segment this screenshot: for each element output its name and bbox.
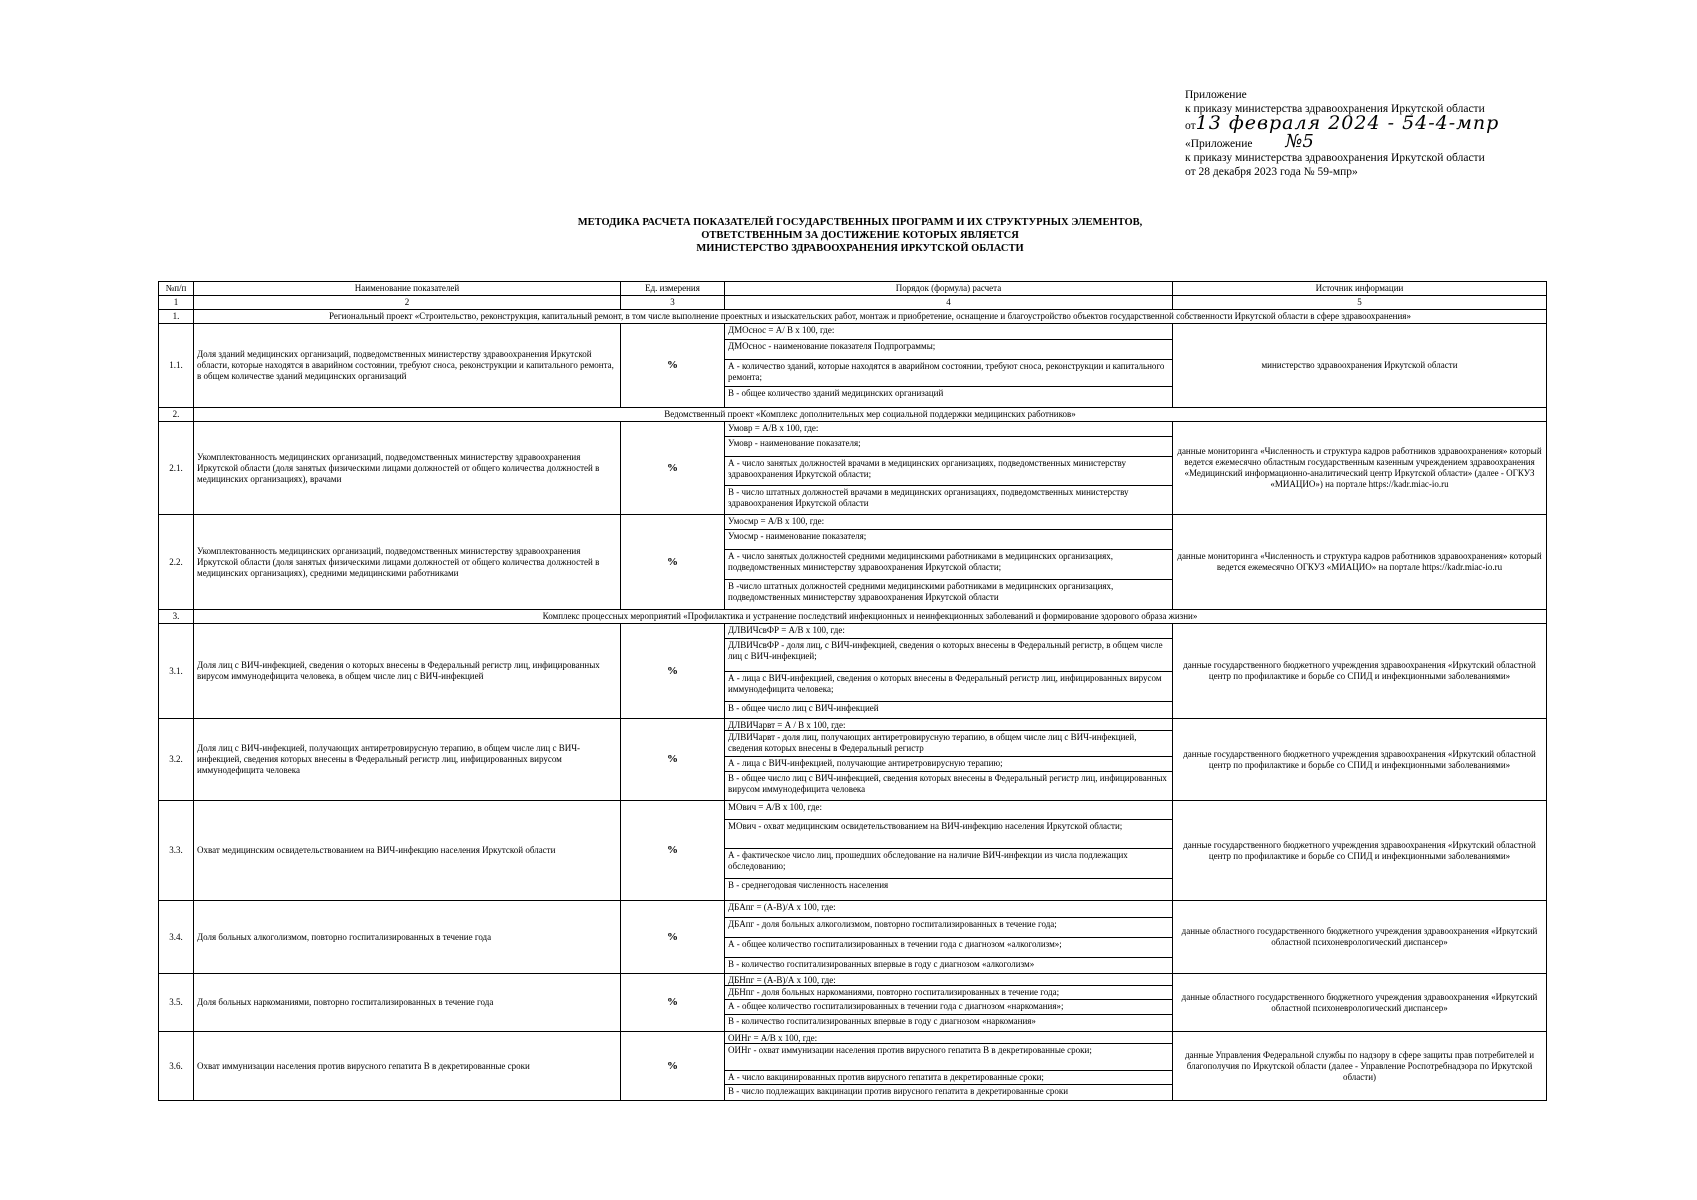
indicator-name: Охват иммунизации населения против вирусного гепатита В в декретированные сроки <box>194 1032 621 1101</box>
formula-line: ДБАпг - доля больных алкоголизмом, повторно госпитализированных в течение года; <box>725 918 1172 938</box>
formula-cell <box>725 719 1173 801</box>
indicator-unit: % <box>621 719 725 801</box>
formula-line: ДЛВИЧсвФР - доля лиц, с ВИЧ-инфекцией, сведения о которых внесены в Федеральный регистр, в общем числе лиц с ВИЧ-инфекцией; <box>725 639 1172 672</box>
formula-line: В - среднегодовая численность населения <box>728 880 889 890</box>
formula-line: ОИНг = А/В х 100, где: <box>725 1032 1172 1044</box>
info-source: министерство здравоохранения Иркутской области <box>1173 324 1547 408</box>
formula-line: МОвич - охват медицинским освидетельствованием на ВИЧ-инфекцию населения Иркутской области; <box>725 820 1172 849</box>
formula-line: В - число штатных должностей врачами в медицинских организациях, подведомственных министерству здравоохранения Иркутской области <box>728 487 1129 508</box>
col-number: 2 <box>194 296 621 310</box>
section-title: Региональный проект «Строительство, реконструкция, капитальный ремонт, в том числе выполнение проектных и изыскательских работ, монтаж и приобретение, оснащение и благоустройство объектов государственной собственности Иркутской области в сфере здравоохранения» <box>194 310 1547 324</box>
col-number: 5 <box>1173 296 1547 310</box>
order-date-line <box>1185 112 1500 134</box>
formula-line: МОвич = А/В х 100, где: <box>725 801 1172 820</box>
row-number: 3.3. <box>159 801 194 901</box>
formula-line: ДМОснос - наименование показателя Подпрограммы; <box>725 340 1172 360</box>
indicator-unit: % <box>621 624 725 719</box>
formula-cell <box>725 624 1173 719</box>
table-row <box>159 1032 1547 1101</box>
col-header-num: №п/п <box>159 282 194 296</box>
col-header-name: Наименование показателей <box>194 282 621 296</box>
indicator-name: Укомплектованность медицинских организаций, подведомственных министерству здравоохранения Иркутской области (доля занятых физическими лицами должностей от общего количества должностей в медицинских организациях), средними медицинскими работниками <box>194 515 621 610</box>
title-line-2: ОТВЕТСТВЕННЫМ ЗА ДОСТИЖЕНИЕ КОТОРЫХ ЯВЛЯЕТСЯ <box>701 230 1019 241</box>
info-source: данные областного государственного бюджетного учреждения здравоохранения «Иркутский областной психоневрологический диспансер» <box>1173 901 1547 974</box>
row-number: 1.1. <box>159 324 194 408</box>
col-number: 3 <box>621 296 725 310</box>
table-row <box>159 901 1547 974</box>
indicator-name: Доля больных алкоголизмом, повторно госпитализированных в течение года <box>194 901 621 974</box>
formula-line: Умосмр - наименование показателя; <box>725 530 1172 550</box>
row-number: 3.1. <box>159 624 194 719</box>
formula-line: А - общее количество госпитализированных в течении года с диагнозом «наркомания»; <box>725 1000 1172 1015</box>
formula-line: ДЛВИЧарвт = А / В х 100, где: <box>725 719 1172 731</box>
formula-line: В - общее число лиц с ВИЧ-инфекцией <box>728 703 879 713</box>
formula-line: В - общее число лиц с ВИЧ-инфекцией, сведения которых внесены в Федеральный регистр лиц, инфицированных вирусом иммунодефицита человека <box>728 773 1167 794</box>
formula-line: Умовр - наименование показателя; <box>725 437 1172 457</box>
info-source: данные государственного бюджетного учреждения здравоохранения «Иркутский областной центр по профилактике и борьбе со СПИД и инфекционными заболеваниями» <box>1173 719 1547 801</box>
prior-order-reference: к приказу министерства здравоохранения Иркутской области <box>1185 152 1485 164</box>
formula-line: А - число вакцинированных против вирусного гепатита в декретированные сроки; <box>725 1071 1172 1085</box>
order-date-prefix: от <box>1185 120 1196 132</box>
indicator-unit: % <box>621 901 725 974</box>
formula-line: А - фактическое число лиц, прошедших обследование на наличие ВИЧ-инфекции из числа подлежащих обследованию; <box>725 849 1172 879</box>
indicator-unit: % <box>621 974 725 1032</box>
indicator-name: Доля лиц с ВИЧ-инфекцией, получающих антиретровирусную терапию, в общем числе лиц с ВИЧ-инфекцией, сведения которых внесены в Федеральный регистр лиц, инфицированных вирусом иммунодефицита человека <box>194 719 621 801</box>
title-line-1: МЕТОДИКА РАСЧЕТА ПОКАЗАТЕЛЕЙ ГОСУДАРСТВЕННЫХ ПРОГРАММ И ИХ СТРУКТУРНЫХ ЭЛЕМЕНТОВ, <box>577 217 1143 228</box>
table-row <box>159 324 1547 408</box>
formula-line: ДМОснос = А/ В х 100, где: <box>725 324 1172 340</box>
formula-cell <box>725 515 1173 610</box>
col-number: 1 <box>159 296 194 310</box>
header-row <box>159 282 1547 296</box>
table-row <box>159 719 1547 801</box>
info-source: данные областного государственного бюджетного учреждения здравоохранения «Иркутский областной психоневрологический диспансер» <box>1173 974 1547 1032</box>
formula-line: ДБНпг - доля больных наркоманиями, повторно госпитализированных в течение года; <box>725 986 1172 1000</box>
formula-line: В -число штатных должностей средними медицинскими работниками в медицинских организациях, подведомственных министерству здравоохранения Иркутской области <box>728 581 1114 602</box>
indicator-name: Доля зданий медицинских организаций, подведомственных министерству здравоохранения Иркутской области, которые находятся в аварийном состоянии, требуют сноса, реконструкции и капитального ремонта, в общем количестве зданий медицинских организаций <box>194 324 621 408</box>
section-row <box>159 310 1547 324</box>
indicator-unit: % <box>621 422 725 515</box>
formula-line: А - лица с ВИЧ-инфекцией, сведения о которых внесены в Федеральный регистр лиц, инфицированных вирусом иммунодефицита человека; <box>725 672 1172 702</box>
col-header-unit: Ед. измерения <box>621 282 725 296</box>
formula-line: В - общее количество зданий медицинских организаций <box>728 388 944 398</box>
row-number: 2.1. <box>159 422 194 515</box>
info-source: данные государственного бюджетного учреждения здравоохранения «Иркутский областной центр по профилактике и борьбе со СПИД и инфекционными заболеваниями» <box>1173 624 1547 719</box>
formula-line: ОИНг - охват иммунизации населения против вирусного гепатита В в декретированные сроки; <box>725 1044 1172 1071</box>
info-source: данные мониторинга «Численность и структура кадров работников здравоохранения» который ведется ежемесячно областным государственным казенным учреждением здравоохранения «Медицинский информационно-аналитический центр Иркутской области» (далее - ОГКУЗ «МИАЦИО») на портале https://kadr.miac-io.ru <box>1173 422 1547 515</box>
info-source: данные государственного бюджетного учреждения здравоохранения «Иркутский областной центр по профилактике и борьбе со СПИД и инфекционными заболеваниями» <box>1173 801 1547 901</box>
indicators-table <box>158 281 1547 1101</box>
formula-line: В - количество госпитализированных впервые в году с диагнозом «алкоголизм» <box>728 959 1035 969</box>
table-row <box>159 422 1547 515</box>
formula-cell <box>725 974 1173 1032</box>
row-number: 3.2. <box>159 719 194 801</box>
indicator-unit: % <box>621 1032 725 1101</box>
col-header-source: Источник информации <box>1173 282 1547 296</box>
formula-cell <box>725 324 1173 408</box>
formula-line: ДБАпг = (А-В)/А х 100, где: <box>725 901 1172 918</box>
appendix-label: Приложение <box>1185 89 1247 101</box>
formula-line: А - лица с ВИЧ-инфекцией, получающие антиретровирусную терапию; <box>725 757 1172 772</box>
info-source: данные Управления Федеральной службы по надзору в сфере защиты прав потребителей и благополучия по Иркутской области (далее - Управление Роспотребнадзора по Иркутской области) <box>1173 1032 1547 1101</box>
formula-line: Умосмр = А/В х 100, где: <box>725 515 1172 530</box>
formula-cell <box>725 1032 1173 1101</box>
row-number: 3.5. <box>159 974 194 1032</box>
col-number: 4 <box>725 296 1173 310</box>
indicator-unit: % <box>621 515 725 610</box>
prior-appendix-label: «Приложение <box>1185 138 1253 150</box>
section-number: 1. <box>159 310 194 324</box>
indicator-name: Доля лиц с ВИЧ-инфекцией, сведения о которых внесены в Федеральный регистр лиц, инфицированных вирусом иммунодефицита человека, в общем числе лиц с ВИЧ-инфекцией <box>194 624 621 719</box>
title-line-3: МИНИСТЕРСТВО ЗДРАВООХРАНЕНИЯ ИРКУТСКОЙ ОБЛАСТИ <box>696 243 1024 254</box>
indicator-name: Доля больных наркоманиями, повторно госпитализированных в течение года <box>194 974 621 1032</box>
table-row <box>159 515 1547 610</box>
formula-line: Умовр = А/В х 100, где: <box>725 422 1172 437</box>
formula-cell <box>725 801 1173 901</box>
col-header-formula: Порядок (формула) расчета <box>725 282 1173 296</box>
formula-cell <box>725 422 1173 515</box>
row-number: 2.2. <box>159 515 194 610</box>
formula-line: ДЛВИЧарвт - доля лиц, получающих антиретровирусную терапию, в общем числе лиц с ВИЧ-инфекцией, сведения которых внесены в Федеральный регистр <box>725 731 1172 757</box>
formula-line: ДЛВИЧсвФР = А/В х 100, где: <box>725 624 1172 639</box>
indicator-name: Охват медицинским освидетельствованием на ВИЧ-инфекцию населения Иркутской области <box>194 801 621 901</box>
formula-cell <box>725 901 1173 974</box>
formula-line: А - общее количество госпитализированных в течении года с диагнозом «алкоголизм»; <box>725 938 1172 958</box>
row-number: 3.6. <box>159 1032 194 1101</box>
section-title: Ведомственный проект «Комплекс дополнительных мер социальной поддержки медицинских работников» <box>194 408 1547 422</box>
handwritten-date: 13 февраля 2024 - 54-4-мпр <box>1195 112 1500 134</box>
indicator-unit: % <box>621 324 725 408</box>
indicator-unit: % <box>621 801 725 901</box>
indicator-name: Укомплектованность медицинских организаций, подведомственных министерству здравоохранения Иркутской области (доля занятых физическими лицами должностей от общего количества должностей в медицинских организациях), врачами <box>194 422 621 515</box>
table-row <box>159 624 1547 719</box>
row-number: 3.4. <box>159 901 194 974</box>
prior-order-date: от 28 декабря 2023 года № 59-мпр» <box>1185 166 1358 178</box>
info-source: данные мониторинга «Численность и структура кадров работников здравоохранения» который ведется ежемесячно ОГКУЗ «МИАЦИО» на портале https://kadr.miac-io.ru <box>1173 515 1547 610</box>
section-number: 3. <box>159 610 194 624</box>
formula-line: В - количество госпитализированных впервые в году с диагнозом «наркомания» <box>728 1016 1036 1026</box>
table-row <box>159 801 1547 901</box>
handwritten-number: №5 <box>1285 131 1314 152</box>
section-row <box>159 610 1547 624</box>
formula-line: А - количество зданий, которые находятся в аварийном состоянии, требуют сноса, реконструкции и капитального ремонта; <box>725 360 1172 387</box>
document-title <box>560 216 1160 255</box>
column-number-row <box>159 296 1547 310</box>
section-title: Комплекс процессных мероприятий «Профилактика и устранение последствий инфекционных и неинфекционных заболеваний и формирование здорового образа жизни» <box>194 610 1547 624</box>
table-row <box>159 974 1547 1032</box>
formula-line: А - число занятых должностей врачами в медицинских организациях, подведомственных министерству здравоохранения Иркутской области; <box>725 457 1172 486</box>
formula-line: В - число подлежащих вакцинации против вирусного гепатита в декретированные сроки <box>728 1086 1069 1096</box>
appendix-header <box>1185 88 1499 179</box>
formula-line: А - число занятых должностей средними медицинскими работниками в медицинских организациях, подведомственных министерству здравоохранения Иркутской области; <box>725 550 1172 580</box>
section-number: 2. <box>159 408 194 422</box>
section-row <box>159 408 1547 422</box>
order-reference: к приказу министерства здравоохранения Иркутской области <box>1185 103 1485 115</box>
prior-appendix-line <box>1185 133 1499 151</box>
formula-line: ДБНпг = (А-В)/А х 100, где: <box>725 974 1172 986</box>
